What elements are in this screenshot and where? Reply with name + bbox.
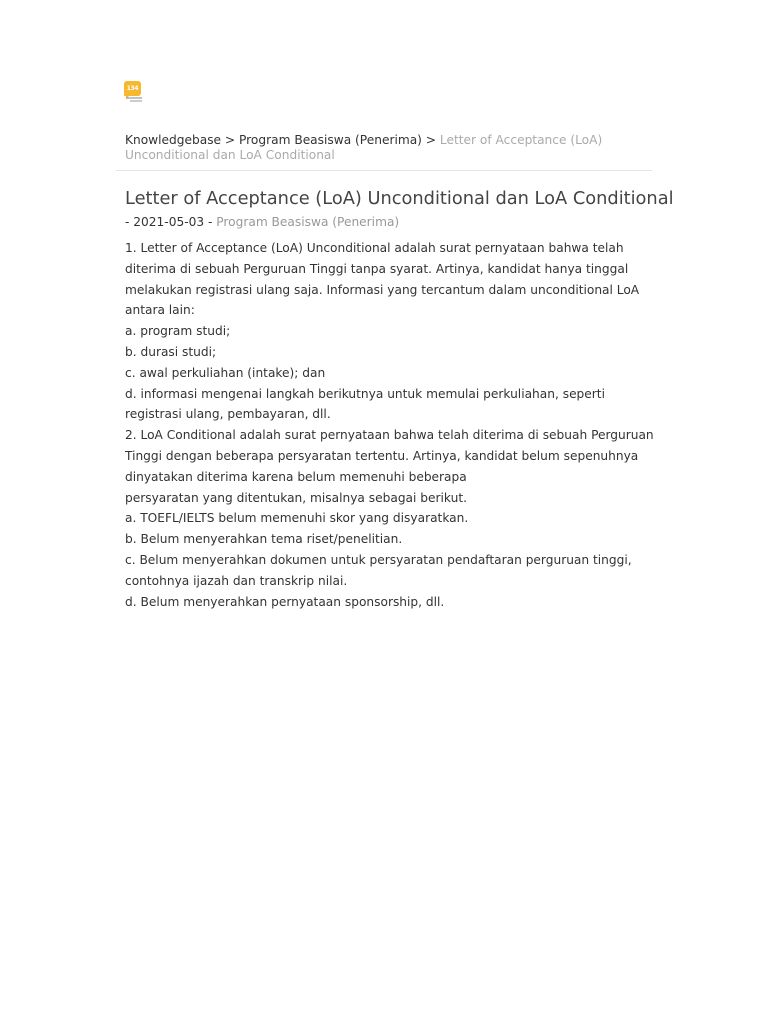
- logo-tagline-mark: [126, 97, 142, 99]
- breadcrumb-home-link[interactable]: Knowledgebase: [125, 133, 222, 147]
- article-paragraph: c. awal perkuliahan (intake); dan: [125, 365, 326, 380]
- article-paragraph: 1. Letter of Acceptance (LoA) Unconditional adalah surat pernyataan bahwa telah diterima di sebuah Perguruan Tinggi tanpa syarat. Artinya, kandidat hanya tinggal melakukan registrasi ulang saja. Informasi yang tercantum dalam unconditional LoA antara lain:: [125, 241, 640, 318]
- breadcrumb-separator: >: [421, 133, 440, 147]
- breadcrumb: [125, 133, 655, 162]
- article-paragraph: a. TOEFL/IELTS belum memenuhi skor yang disyaratkan.: [125, 511, 469, 526]
- article-title: Letter of Acceptance (LoA) Unconditional dan LoA Conditional: [125, 188, 674, 209]
- breadcrumb-category-link[interactable]: Program Beasiswa (Penerima): [239, 133, 422, 147]
- breadcrumb-current: Letter of Acceptance (LoA) Unconditional dan LoA Conditional: [125, 133, 603, 162]
- article-paragraph: persyaratan yang ditentukan, misalnya sebagai berikut.: [125, 490, 467, 505]
- article-meta: [125, 215, 399, 230]
- article-date: 2021-05-03: [133, 215, 205, 229]
- header-divider: [116, 170, 652, 171]
- breadcrumb-separator: >: [221, 133, 240, 147]
- logo-tagline-mark-2: [130, 100, 142, 102]
- site-logo[interactable]: [124, 81, 142, 103]
- article-paragraph: 2. LoA Conditional adalah surat pernyataan bahwa telah diterima di sebuah Perguruan Tinggi dengan beberapa persyaratan tertentu. Artinya, kandidat belum sepenuhnya dinyatakan diterima karena belum memenuhi beberapa: [125, 428, 654, 484]
- article-category-link[interactable]: Program Beasiswa (Penerima): [216, 215, 400, 229]
- article-paragraph: d. Belum menyerahkan pernyataan sponsorship, dll.: [125, 594, 445, 609]
- article-body: [125, 238, 660, 612]
- meta-date-prefix: -: [125, 215, 134, 229]
- article-paragraph: b. durasi studi;: [125, 344, 217, 359]
- article-paragraph: c. Belum menyerahkan dokumen untuk persyaratan pendaftaran perguruan tinggi, contohnya ijazah dan transkrip nilai.: [125, 552, 632, 588]
- logo-badge: 134: [124, 81, 141, 96]
- article-paragraph: d. informasi mengenai langkah berikutnya untuk memulai perkuliahan, seperti registrasi ulang, pembayaran, dll.: [125, 386, 605, 422]
- meta-date-suffix: -: [204, 215, 217, 229]
- article-paragraph: a. program studi;: [125, 324, 231, 339]
- article-paragraph: b. Belum menyerahkan tema riset/penelitian.: [125, 532, 403, 547]
